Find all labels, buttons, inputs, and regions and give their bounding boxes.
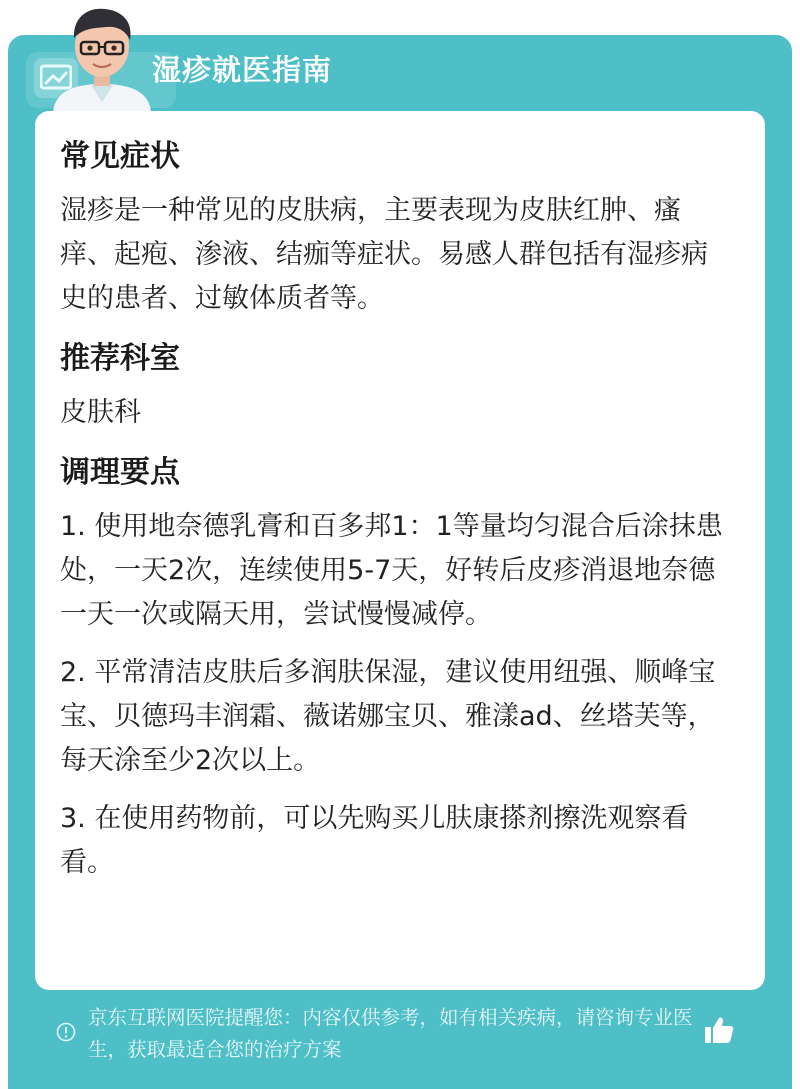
- thumbs-up-icon[interactable]: [703, 1014, 735, 1050]
- care-point-3: 3. 在使用药物前，可以先购买儿肤康搽剂擦洗观察看看。: [60, 803, 689, 878]
- section-department: [60, 335, 730, 435]
- care-point-1: 1. 使用地奈德乳膏和百多邦1：1等量均匀混合后涂抹患处，一天2次，连续使用5-7天，好转后皮疹消退地奈德一天一次或隔天用，尝试慢慢减停。: [60, 511, 723, 630]
- care-point-2: 2. 平常清洁皮肤后多润肤保湿，建议使用纽强、顺峰宝宝、贝德玛丰润霜、薇诺娜宝贝、雅漾ad、丝塔芙等，每天涂至少2次以上。: [60, 657, 716, 776]
- disclaimer-text: 京东互联网医院提醒您：内容仅供参考，如有相关疾病，请咨询专业医生，获取最适合您的治疗方案: [88, 1006, 693, 1061]
- section-paragraph: 湿疹是一种常见的皮肤病，主要表现为皮肤红肿、瘙痒、起疱、渗液、结痂等症状。易感人群包括有湿疹病史的患者、过敏体质者等。: [60, 195, 708, 314]
- page-title: 湿疹就医指南: [152, 53, 333, 87]
- section-symptoms: [60, 133, 730, 321]
- doctor-avatar: [45, 0, 160, 112]
- section-care-points: [60, 449, 730, 885]
- content-card: [35, 111, 765, 990]
- section-heading: 调理要点: [60, 455, 180, 490]
- section-heading: 推荐科室: [60, 341, 180, 376]
- section-heading: 常见症状: [60, 139, 180, 174]
- section-paragraph: 皮肤科: [60, 397, 141, 428]
- info-icon: [56, 1022, 76, 1046]
